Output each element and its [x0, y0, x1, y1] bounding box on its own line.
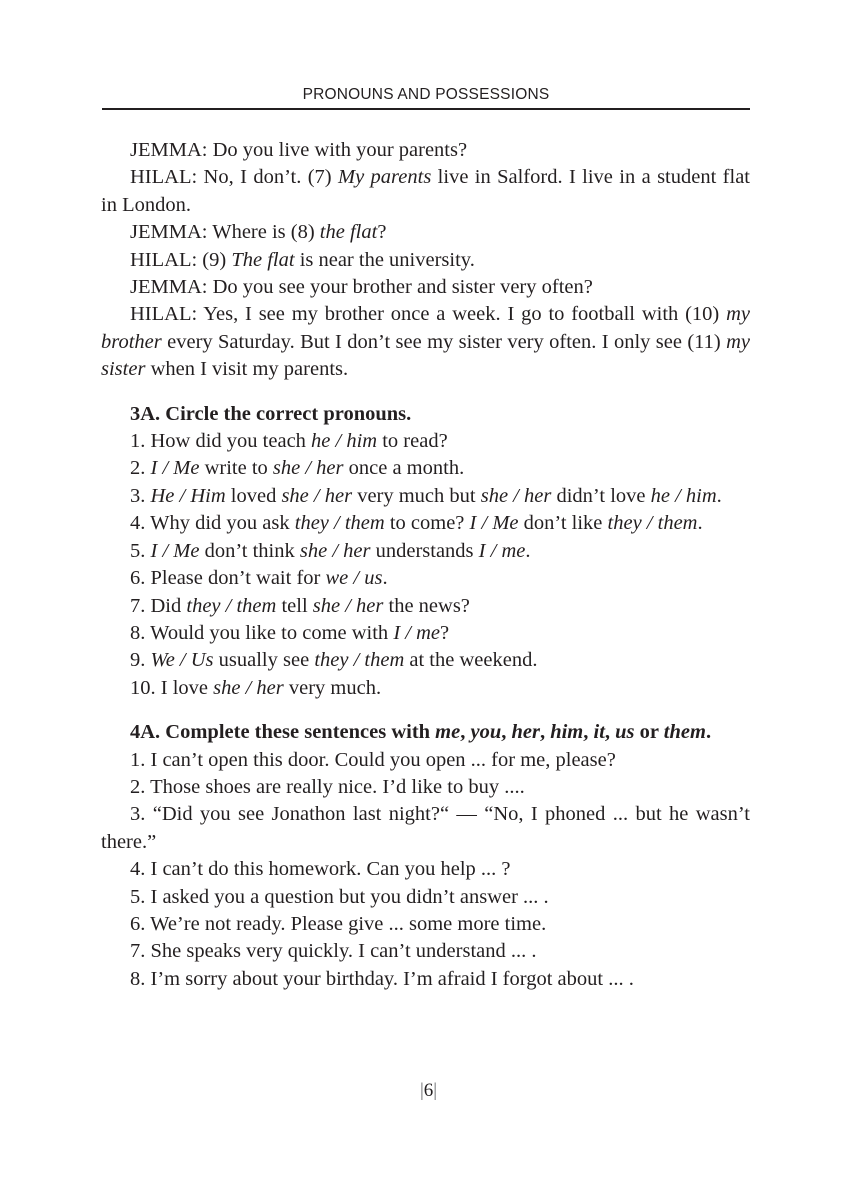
exercise-4a-item: 7. She speaks very quickly. I can’t understand ... . [130, 940, 537, 963]
dialogue-line: JEMMA: Where is (8) the flat? [130, 221, 387, 244]
exercise-4a-item: 4. I can’t do this homework. Can you help ... ? [130, 858, 511, 881]
header-rule [102, 108, 750, 110]
exercise-3a-item: 8. Would you like to come with I / me? [130, 621, 450, 644]
dialogue-line: HILAL: (9) The flat is near the university. [130, 248, 475, 271]
running-header: PRONOUNS AND POSSESSIONS [302, 86, 550, 103]
exercise-4a-item: 3. “Did you see Jonathon last night?“ — “No, I phoned ... but he wasn’t there.” [101, 803, 750, 853]
exercise-3a-item: 3. He / Him loved she / her very much but she / her didn’t love he / him. [130, 484, 722, 507]
dialogue-line: JEMMA: Do you see your brother and sister very often? [130, 276, 593, 299]
exercise-4a-item: 1. I can’t open this door. Could you open ... for me, please? [130, 748, 616, 771]
exercise-3a-item: 5. I / Me don’t think she / her understands I / me. [130, 539, 531, 562]
exercise-4a-item: 2. Those shoes are really nice. I’d like to buy .... [130, 775, 525, 798]
page-number: |6| [419, 1080, 438, 1101]
dialogue-line: HILAL: Yes, I see my brother once a week. I go to football with (10) my brother every Saturday. But I don’t see my sister very often. I only see (11) my sister when I visit my parents. [101, 303, 750, 381]
exercise-3a-item: 7. Did they / them tell she / her the news? [130, 594, 470, 617]
dialogue-line: HILAL: No, I don’t. (7) My parents live in Salford. I live in a student flat in London. [101, 166, 750, 216]
exercise-4a-item: 6. We’re not ready. Please give ... some more time. [130, 912, 547, 935]
exercise-3a-title: 3A. Circle the correct pronouns. [130, 402, 412, 425]
page-body [101, 137, 750, 993]
exercise-3a-item: 9. We / Us usually see they / them at the weekend. [130, 649, 538, 672]
exercise-3a-item: 1. How did you teach he / him to read? [130, 430, 448, 453]
exercise-4a-title: 4A. Complete these sentences with me, you, her, him, it, us or them. [130, 721, 712, 744]
exercise-4a-item: 5. I asked you a question but you didn’t answer ... . [130, 885, 549, 908]
exercise-4a-item: 8. I’m sorry about your birthday. I’m afraid I forgot about ... . [130, 967, 634, 990]
exercise-3a-item: 2. I / Me write to she / her once a month. [130, 457, 465, 480]
exercise-3a-item: 4. Why did you ask they / them to come? I / Me don’t like they / them. [130, 512, 703, 535]
exercise-3a-item: 6. Please don’t wait for we / us. [130, 567, 388, 590]
exercise-3a-item: 10. I love she / her very much. [130, 676, 382, 699]
dialogue-line: JEMMA: Do you live with your parents? [130, 139, 468, 161]
